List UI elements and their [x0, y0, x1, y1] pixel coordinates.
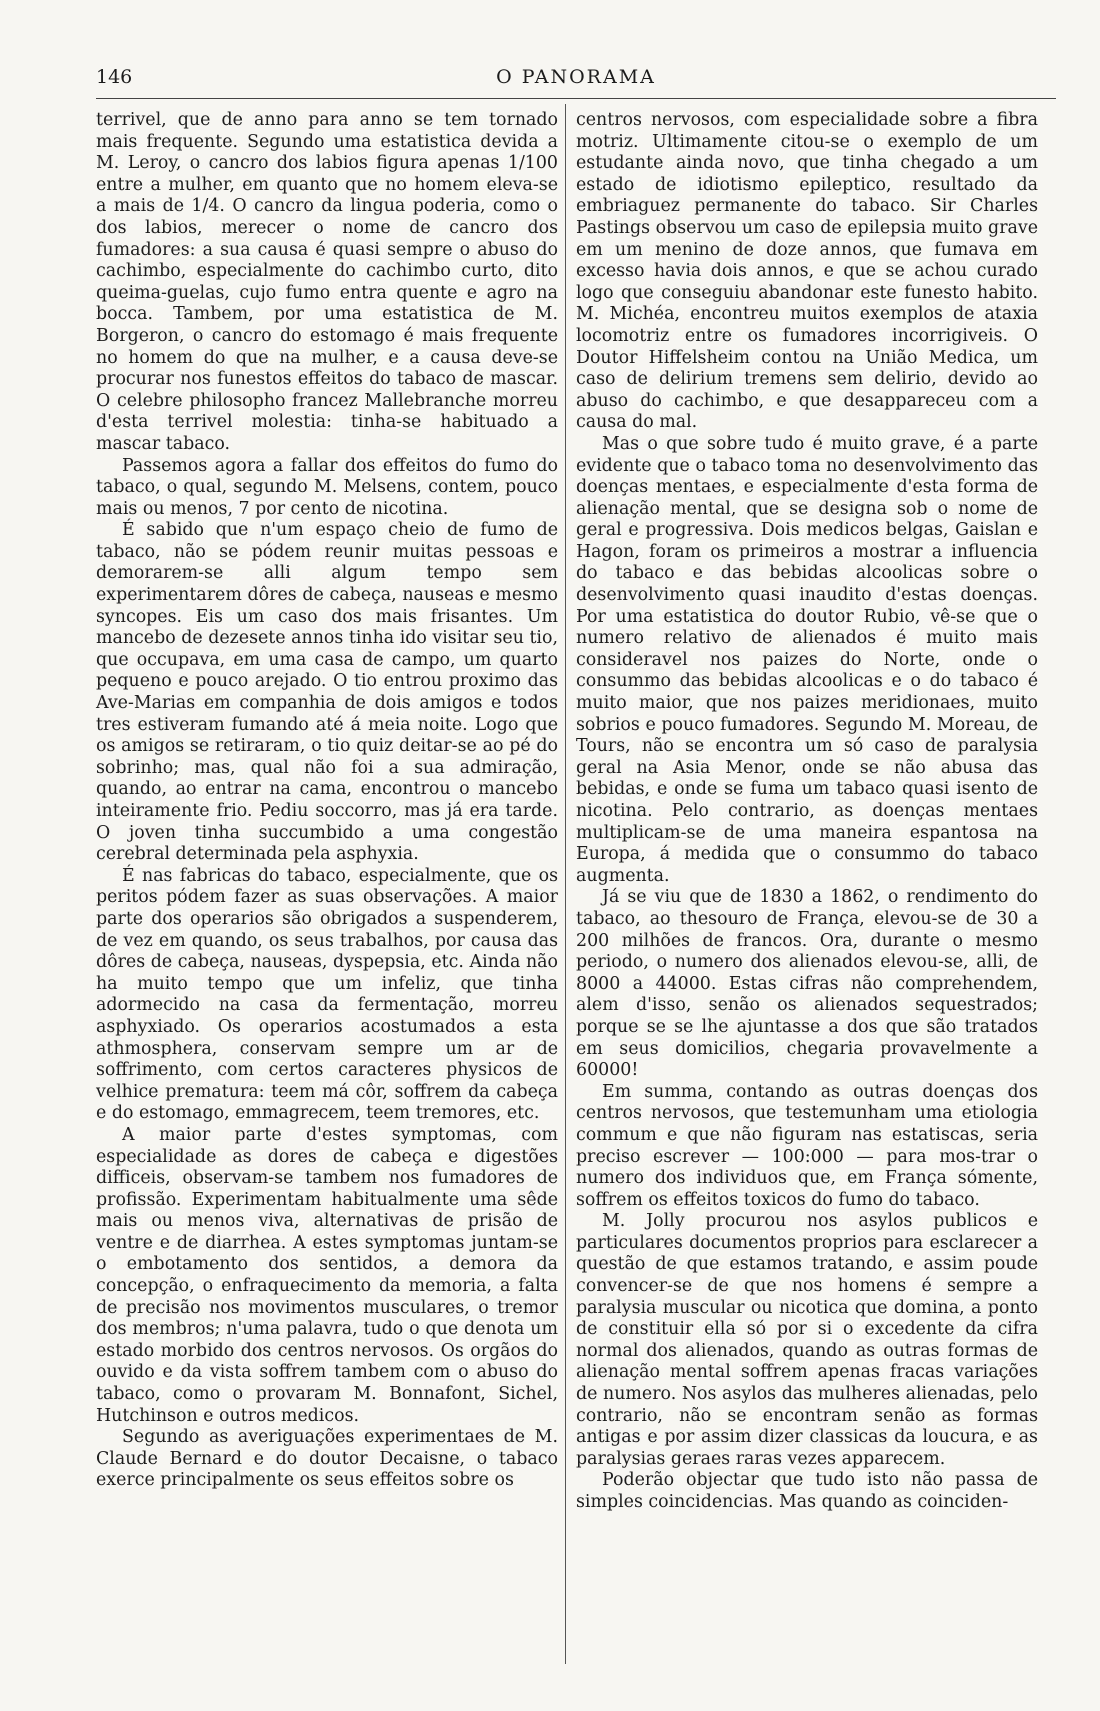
left-column	[96, 110, 558, 1492]
paragraph: terrivel, que de anno para anno se tem tornado mais frequente. Segundo uma estatistica devida a M. Leroy, o cancro dos labios figura apenas 1/100 entre a mulher, em quanto que no homem eleva-se a mais de 1/4. O cancro da lingua poderia, como o dos labios, merecer o nome de cancro dos fumadores: a sua causa é quasi sempre o abuso do cachimbo, especialmente do cachimbo curto, dito queima-guelas, cujo fumo entra quente e agro na bocca. Tambem, por uma estatistica de M. Borgeron, o cancro do estomago é mais frequente no homem do que na mulher, e a causa deve-se procurar nos funestos effeitos do tabaco de mascar. O celebre philosopho francez Mallebranche morreu d'esta terrivel molestia: tinha-se habituado a mascar tabaco.	[96, 110, 558, 454]
paragraph: Já se viu que de 1830 a 1862, o rendimento do tabaco, ao thesouro de França, elevou-se de 30 a 200 milhões de francos. Ora, durante o mesmo periodo, o numero dos alienados elevou-se, alli, de 8000 a 44000. Estas cifras não comprehendem, alem d'isso, senão os alienados sequestrados; porque se se lhe ajuntasse a dos que são tratados em seus domicilios, chegaria provavelmente a 60000!	[576, 887, 1038, 1081]
paragraph: Segundo as averiguações experimentaes de M. Claude Bernard e do doutor Decaisne, o tabaco exerce principalmente os seus effeitos sobre os	[96, 1427, 558, 1491]
column-divider	[565, 104, 566, 1664]
paragraph: Mas o que sobre tudo é muito grave, é a parte evidente que o tabaco toma no desenvolvimento das doenças mentaes, e especialmente d'esta forma de alienação mental, que se designa sob o nome de geral e progressiva. Dois medicos belgas, Gaislan e Hagon, foram os primeiros a mostrar a influencia do tabaco e das bebidas alcoolicas sobre o desenvolvimento quasi inaudito d'estas doenças. Por uma estatistica do doutor Rubio, vê-se que o numero relativo de alienados é muito mais consideravel nos paizes do Norte, onde o consummo das bebidas alcoolicas e o do tabaco é muito maior, que nos paizes meridionaes, muito sobrios e pouco fumadores. Segundo M. Moreau, de Tours, não se encontra um só caso de paralysia geral na Asia Menor, onde se não abusa das bebidas, e onde se fuma um tabaco quasi isento de nicotina. Pelo contrario, as doenças mentaes multiplicam-se de uma maneira espantosa na Europa, á medida que o consummo do tabaco augmenta.	[576, 433, 1038, 886]
paragraph: Passemos agora a fallar dos effeitos do fumo do tabaco, o qual, segundo M. Melsens, contem, pouco mais ou menos, 7 por cento de nicotina.	[96, 455, 558, 519]
paragraph: M. Jolly procurou nos asylos publicos e particulares documentos proprios para esclarecer a questão de que estamos tratando, e assim poude convencer-se de que nos homens é sempre a paralysia muscular ou nicotica que domina, a ponto de constituir ella só por si o excedente da cifra normal dos alienados, quando as outras formas de alienação mental soffrem apenas fracas variações de numero. Nos asylos das mulheres alienadas, pelo contrario, não se encontram senão as formas antigas e por assim dizer classicas da loucura, e as paralysias geraes raras vezes apparecem.	[576, 1211, 1038, 1469]
paragraph: É nas fabricas do tabaco, especialmente, que os peritos pódem fazer as suas observações. A maior parte dos operarios são obrigados a suspenderem, de vez em quando, os seus trabalhos, por causa das dôres de cabeça, nauseas, dyspepsia, etc. Ainda não ha muito tempo que um infeliz, que tinha adormecido na casa da fermentação, morreu asphyxiado. Os operarios acostumados a esta athmosphera, conservam sempre um ar de soffrimento, com certos caracteres physicos de velhice prematura: teem má côr, soffrem da cabeça e do estomago, emmagrecem, teem tremores, etc.	[96, 865, 558, 1124]
right-column	[576, 110, 1038, 1514]
page-header	[96, 62, 1056, 99]
paragraph: A maior parte d'estes symptomas, com especialidade as dores de cabeça e digestões difficeis, observam-se tambem nos fumadores de profissão. Experimentam habitualmente uma sêde mais ou menos viva, alternativas de prisão de ventre e de diarrhea. A estes symptomas juntam-se o embotamento dos sentidos, a demora da concepção, o enfraquecimento da memoria, a falta de precisão nos movimentos musculares, o tremor dos membros; n'uma palavra, tudo o que denota um estado morbido dos centros nervosos. Os orgãos do ouvido e da vista soffrem tambem com o abuso do tabaco, como o provaram M. Bonnafont, Sichel, Hutchinson e outros medicos.	[96, 1124, 558, 1426]
paragraph: Em summa, contando as outras doenças dos centros nervosos, que testemunham uma etiologia commum e que não figuram nas estatiscas, seria preciso escrever — 100:000 — para mos-trar o numero dos individuos que, em França sómente, soffrem os effeitos toxicos do fumo do tabaco.	[576, 1081, 1038, 1210]
paragraph: centros nervosos, com especialidade sobre a fibra motriz. Ultimamente citou-se o exemplo de um estudante ainda novo, que tinha chegado a um estado de idiotismo epileptico, resultado da embriaguez permanente do tabaco. Sir Charles Pastings observou um caso de epilepsia muito grave em um menino de doze annos, que fumava em excesso havia dois annos, e que se achou curado logo que conseguiu abandonar este funesto habito. M. Michéa, encontreu muitos exemplos de ataxia locomotriz entre os fumadores incorrigiveis. O Doutor Hiffelsheim contou na União Medica, um caso de delirium tremens sem delirio, devido ao abuso do cachimbo, e que desappareceu com a causa do mal.	[576, 110, 1038, 433]
paragraph: Poderão objectar que tudo isto não passa de simples coincidencias. Mas quando as coinciden-	[576, 1470, 1038, 1512]
paragraph: É sabido que n'um espaço cheio de fumo de tabaco, não se pódem reunir muitas pessoas e demorarem-se alli algum tempo sem experimentarem dôres de cabeça, nauseas e mesmo syncopes. Eis um caso dos mais frisantes. Um mancebo de dezesete annos tinha ido visitar seu tio, que occupava, em uma casa de campo, um quarto pequeno e pouco arejado. O tio entrou proximo das Ave-Marias em companhia de dois amigos e todos tres estiveram fumando até á meia noite. Logo que os amigos se retiraram, o tio quiz deitar-se ao pé do sobrinho; mas, qual não foi a sua admiração, quando, ao entrar na cama, encontrou o mancebo inteiramente frio. Pediu soccorro, mas já era tarde. O joven tinha succumbido a uma congestão cerebral determinada pela asphyxia.	[96, 520, 558, 865]
page-number: 146	[96, 66, 133, 88]
running-title: O PANORAMA	[496, 66, 656, 88]
